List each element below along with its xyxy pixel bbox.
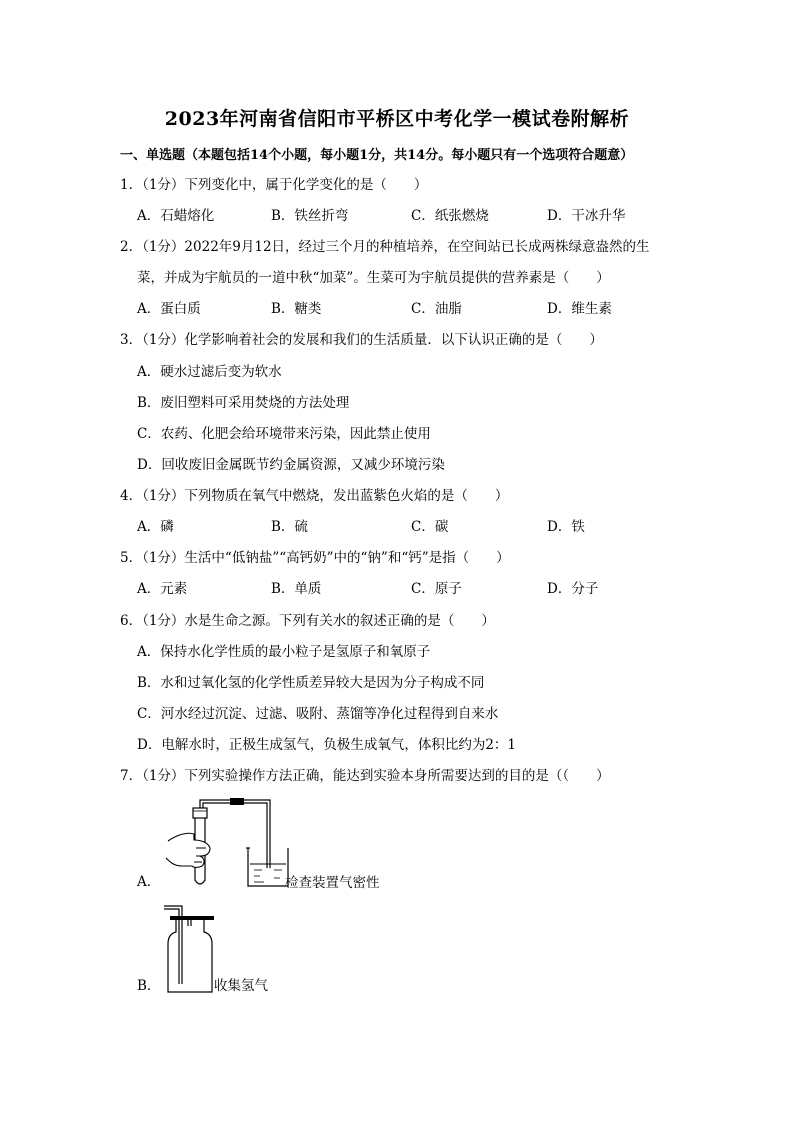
question-4-options <box>137 518 737 536</box>
question-3-option-d[interactable]: D．回收废旧金属既节约金属资源，又减少环境污染 <box>137 457 445 473</box>
question-3-stem: 3．（1分）化学影响着社会的发展和我们的生活质量．以下认识正确的是（ ） <box>120 332 603 348</box>
option-c[interactable]: C．纸张燃烧 <box>411 208 489 224</box>
option-c[interactable]: C．油脂 <box>411 301 462 317</box>
option-b[interactable]: B．硫 <box>271 519 308 535</box>
question-5-stem: 5．（1分）生活中“低钠盐”“高钙奶”中的“钠”和“钙”是指（ ） <box>120 550 510 566</box>
question-7-stem: 7．（1分）下列实验操作方法正确，能达到实验本身所需要达到的目的是（（ ） <box>120 768 610 784</box>
question-7-option-b-label[interactable]: B． <box>137 978 161 994</box>
option-a[interactable]: A．元素 <box>137 581 188 597</box>
option-c[interactable]: C．碳 <box>411 519 449 535</box>
question-6-stem: 6．（1分）水是生命之源。下列有关水的叙述正确的是（ ） <box>120 613 495 629</box>
option-b[interactable]: B．铁丝折弯 <box>271 208 349 224</box>
question-3-option-a[interactable]: A．硬水过滤后变为软水 <box>137 364 282 380</box>
option-d[interactable]: D．干冰升华 <box>547 208 626 224</box>
question-2-stem-line-1: 2．（1分）2022年9月12日，经过三个月的种植培养，在空间站已长成两株绿意盎然的生 <box>120 239 650 255</box>
question-6-option-b[interactable]: B．水和过氧化氢的化学性质差异较大是因为分子构成不同 <box>137 675 485 691</box>
option-b[interactable]: B．糖类 <box>271 301 322 317</box>
question-2-stem-line-2: 菜，并成为宇航员的一道中秋“加菜”。生菜可为宇航员提供的营养素是（ ） <box>137 270 610 286</box>
question-7-option-a-label[interactable]: A． <box>137 874 161 890</box>
exam-title: 2023年河南省信阳市平桥区中考化学一模试卷附解析 <box>164 108 630 130</box>
option-a[interactable]: A．石蜡熔化 <box>137 208 215 224</box>
question-5-options <box>137 580 737 598</box>
question-1-options <box>137 207 737 225</box>
option-d[interactable]: D．铁 <box>547 519 585 535</box>
question-2-options <box>137 300 737 318</box>
question-7-figure-b-caption: 收集氢气 <box>214 978 268 994</box>
question-6-option-d[interactable]: D．电解水时，正极生成氢气，负极生成氧气，体积比约为2：1 <box>137 737 517 753</box>
question-1-stem: 1．（1分）下列变化中，属于化学变化的是（ ） <box>120 177 428 193</box>
question-6-option-a[interactable]: A．保持水化学性质的最小粒子是氢原子和氧原子 <box>137 644 431 660</box>
option-d[interactable]: D．维生素 <box>547 301 612 317</box>
option-c[interactable]: C．原子 <box>411 581 462 597</box>
airtightness-check-figure <box>160 796 290 896</box>
question-6-option-c[interactable]: C．河水经过沉淀、过滤、吸附、蒸馏等净化过程得到自来水 <box>137 706 499 722</box>
question-4-stem: 4．（1分）下列物质在氧气中燃烧，发出蓝紫色火焰的是（ ） <box>120 488 509 504</box>
section-heading: 一、单选题（本题包括14个小题，每小题1分，共14分。每小题只有一个选项符合题意） <box>120 148 634 163</box>
option-a[interactable]: A．蛋白质 <box>137 301 201 317</box>
option-d[interactable]: D．分子 <box>547 581 599 597</box>
question-3-option-c[interactable]: C．农药、化肥会给环境带来污染，因此禁止使用 <box>137 426 431 442</box>
option-a[interactable]: A．磷 <box>137 519 174 535</box>
option-b[interactable]: B．单质 <box>271 581 322 597</box>
question-7-figure-a-caption: 检查装置气密性 <box>285 875 380 891</box>
question-3-option-b[interactable]: B．废旧塑料可采用焚烧的方法处理 <box>137 395 350 411</box>
